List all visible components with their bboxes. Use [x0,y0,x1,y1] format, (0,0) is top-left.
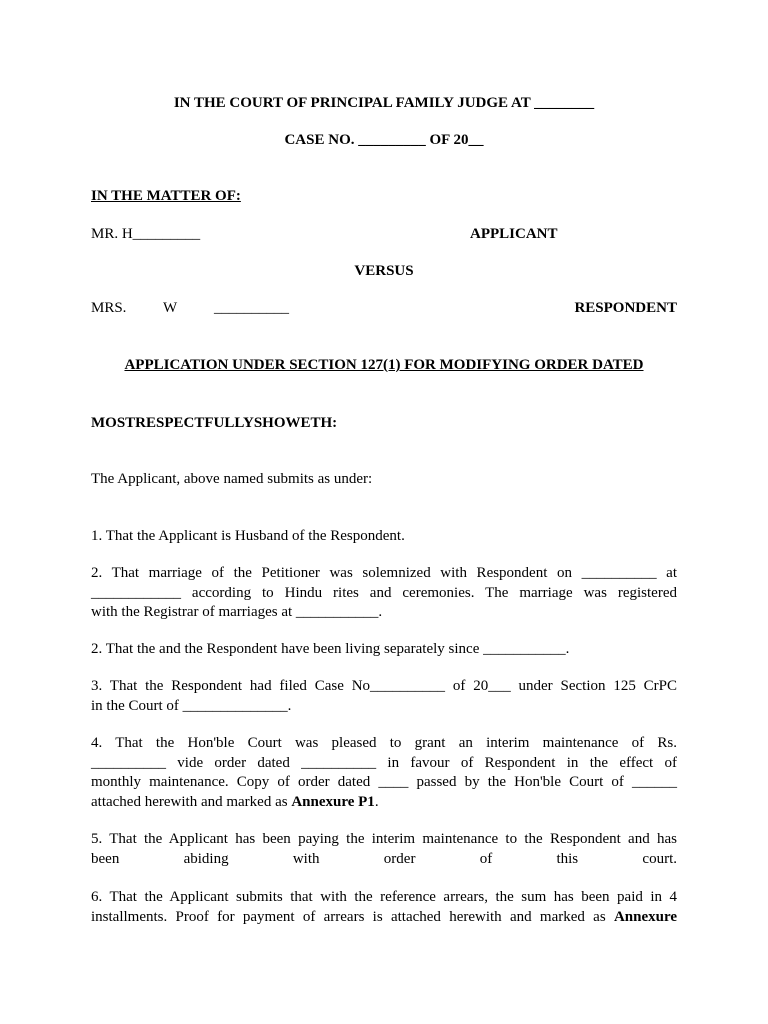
paragraph-5-line-1: 4. That the Hon'ble Court was pleased to grant an interim maintenance of Rs. [91,735,677,751]
annexure-label: Annexure [613,908,677,925]
applicant-label: APPLICANT [470,226,558,242]
paragraph-7 [91,888,677,927]
paragraph-6-line-2: been abiding with order of this court. [91,850,677,867]
paragraph-2-line-1: 2. That marriage of the Petitioner was solemnized with Respondent on __________ at [91,565,677,581]
paragraph-6-line-1: 5. That the Applicant has been paying the interim maintenance to the Respondent and has [91,831,677,847]
paragraph-1: 1. That the Applicant is Husband of the Respondent. [91,528,405,544]
paragraph-6 [91,830,677,869]
paragraph-5-line-4-end: . [374,793,379,810]
paragraph-4 [91,677,677,716]
showeth-heading: MOSTRESPECTFULLYSHOWETH: [91,415,338,431]
respondent-label: RESPONDENT [574,300,677,316]
intro-text: The Applicant, above named submits as under: [91,471,373,487]
paragraph-3: 2. That the and the Respondent have been living separately since ___________. [91,641,570,657]
respondent-prefix: MRS. [91,300,127,316]
matter-heading: IN THE MATTER OF: [91,188,241,204]
annexure-p1-label: Annexure P1 [291,793,375,810]
court-title: IN THE COURT OF PRINCIPAL FAMILY JUDGE AT ________ [173,95,595,111]
paragraph-4-line-1: 3. That the Respondent had filed Case No__________ of 20___ under Section 125 CrPC [91,678,677,694]
paragraph-5-line-4-text: attached herewith and marked as [91,793,292,810]
application-title: APPLICATION UNDER SECTION 127(1) FOR MODIFYING ORDER DATED [124,357,644,373]
paragraph-7-line-2 [91,908,677,928]
respondent-initial: W [163,300,178,316]
document-page [91,0,677,1024]
applicant-name: MR. H_________ [91,226,201,242]
paragraph-7-line-2-text: installments. Proof for payment of arrears is attached herewith and marked as [91,908,614,925]
paragraph-5-line-3: monthly maintenance. Copy of order dated ____ passed by the Hon'ble Court of ______ [91,774,677,790]
paragraph-5-line-4 [91,793,677,813]
paragraph-2-line-3: with the Registrar of marriages at ___________. [91,604,383,620]
versus-label: VERSUS [354,263,414,279]
case-number: CASE NO. _________ OF 20__ [284,132,484,148]
paragraph-2 [91,564,677,623]
paragraph-4-line-2: in the Court of ______________. [91,697,292,714]
paragraph-7-line-1: 6. That the Applicant submits that with the reference arrears, the sum has been paid in 4 [91,889,677,905]
respondent-blank: __________ [214,300,289,316]
paragraph-5-line-2: __________ vide order dated __________ in favour of Respondent in the effect of [91,754,677,771]
paragraph-2-line-2: ____________ according to Hindu rites and ceremonies. The marriage was registered [91,584,677,601]
paragraph-5 [91,734,677,812]
